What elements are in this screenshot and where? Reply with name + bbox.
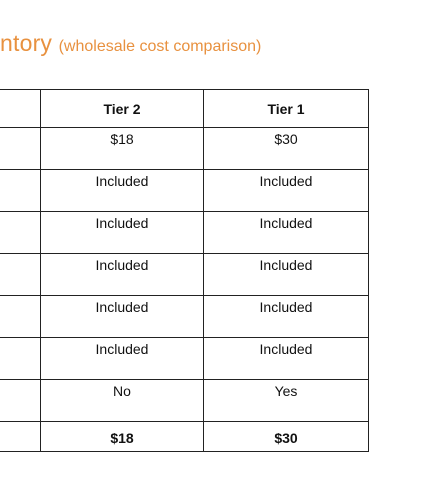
title-subtitle: (wholesale cost comparison) <box>58 38 262 55</box>
column-header-tier-2: Tier 2 <box>41 90 204 128</box>
tier-2-cell: Included <box>41 338 204 380</box>
tier-1-cell: Included <box>204 212 369 254</box>
table-row <box>0 170 369 212</box>
table-row <box>0 338 369 380</box>
tier-2-cell: No <box>41 380 204 422</box>
table-row <box>0 254 369 296</box>
table-row <box>0 380 369 422</box>
tier-1-total: $30 <box>204 422 369 452</box>
row-label <box>0 296 41 338</box>
table-row <box>0 212 369 254</box>
tier-2-total: $18 <box>41 422 204 452</box>
tier-1-cell: $30 <box>204 128 369 170</box>
tier-1-cell: Yes <box>204 380 369 422</box>
row-label <box>0 212 41 254</box>
tier-1-cell: Included <box>204 170 369 212</box>
table-header-row <box>0 90 369 128</box>
table-row <box>0 128 369 170</box>
comparison-table <box>0 89 369 452</box>
tier-2-cell: $18 <box>41 128 204 170</box>
title-text: ntory <box>0 30 53 56</box>
tier-1-cell: Included <box>204 338 369 380</box>
row-label <box>0 380 41 422</box>
column-header-feature <box>0 90 41 128</box>
row-label <box>0 338 41 380</box>
table-row <box>0 296 369 338</box>
row-label <box>0 128 41 170</box>
row-label <box>0 170 41 212</box>
tier-2-cell: Included <box>41 170 204 212</box>
total-label <box>0 422 41 452</box>
tier-1-cell: Included <box>204 254 369 296</box>
row-label <box>0 254 41 296</box>
column-header-tier-1: Tier 1 <box>204 90 369 128</box>
page-title <box>0 28 261 62</box>
tier-2-cell: Included <box>41 254 204 296</box>
tier-1-cell: Included <box>204 296 369 338</box>
total-row <box>0 422 369 452</box>
tier-2-cell: Included <box>41 212 204 254</box>
tier-2-cell: Included <box>41 296 204 338</box>
